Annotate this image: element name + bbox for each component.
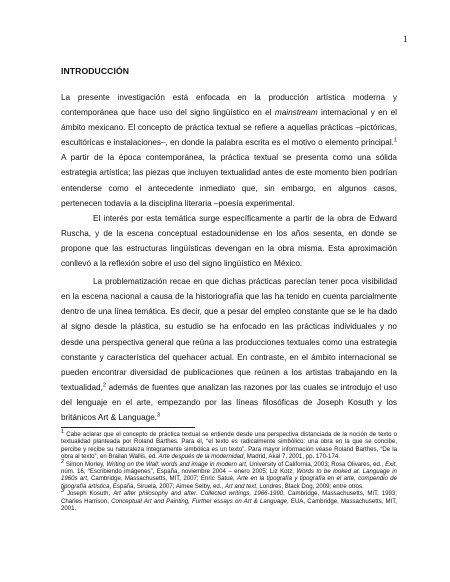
footnote-3 — [61, 490, 397, 512]
footnote-2-number: 2 — [61, 458, 65, 465]
footnote-2-title-d: Exit — [385, 460, 396, 468]
paragraph-1-text-c: internacional y en el ámbito mexicano. El concepto de práctica textual se refiere a aquellas prácticas –pictóricas, escultóricas e instalaciones–, en donde la palabra escrita es el motivo o elemento principal. — [61, 108, 397, 148]
paragraph-3 — [61, 274, 397, 425]
footnote-2-text-g: , Cambridge, Massachusetts, MIT, 2007; Enric Satué, — [87, 475, 237, 483]
footnote-ref-3[interactable]: 3 — [157, 412, 161, 419]
footnote-3-text-a: Joseph Kosuth, — [64, 490, 114, 498]
footnote-1 — [61, 428, 397, 460]
footnote-2-text-k: , Londres, Black Dog, 2009; entre otros. — [256, 482, 364, 490]
footnote-2-title-f: Words to be looked at. Language in 1960s art — [61, 467, 397, 483]
footnote-2-text-c: , University of California, 2003; Rosa Olivares, ed., — [245, 460, 386, 468]
paragraph-1 — [61, 90, 397, 211]
footnote-3-number: 3 — [61, 488, 65, 495]
footnote-3-title-d: Conceptual Art and Painting, Further essays on Art & Language — [111, 497, 288, 505]
footnote-2-text-a: Simon Morley, — [64, 460, 107, 468]
paragraph-1-text-a: La presente investigación está enfocada en la producción artística moderna y contemporánea que hace uso del signo lingüístico en el — [61, 93, 397, 118]
section-heading: INTRODUCCIÓN — [61, 66, 130, 76]
footnote-2-text-i: , España, Siruela, 2007; Aimee Selby, ed., — [109, 482, 225, 490]
footnote-ref-2[interactable]: 2 — [102, 382, 106, 389]
paragraph-3-text-a: La problematización recae en que dichas prácticas parecían tener poca visibilidad en la escena nacional a causa de la historiografía que las ha tenido en cuenta parcialmente dentro de una línea temática. Es decir, que a pesar del empleo constante que se le ha dado al signo desde la plástica, su estudio se ha enfocado en las prácticas individuales y no desde una perspectiva general que reúna a las producciones textuales como una estrategia constante y característica del quehacer actual. En contraste, en el ámbito internacional se pueden encontrar diversidad de publicaciones que reúnen a los artistas trabajando en la textualidad, — [61, 277, 397, 392]
footnote-3-text-c: , Cambridge, Massachusetts, MIT, 1993; Charles Harrison, — [61, 490, 397, 505]
footnote-2-title-h: Arte en la tipografía y tipografía en el arte, compendio de tipografía artística — [61, 475, 397, 490]
footnote-3-text-e: , EUA, Cambridge, Massachusetts, MIT, 2001. — [61, 497, 398, 512]
footnote-ref-1[interactable]: 1 — [393, 137, 397, 144]
footnote-1-text-c: , Madrid, Akal 7, 2001, pp. 170-174. — [243, 452, 340, 460]
paragraph-1-italic-mainstream: mainstream — [274, 108, 318, 118]
page-number: 1 — [403, 34, 408, 44]
footnote-3-title-b: Art after philosophy and after. Collected writings, 1966-1990 — [113, 490, 284, 498]
body-text — [61, 90, 397, 425]
footnote-2 — [61, 458, 397, 490]
footnotes — [61, 428, 398, 513]
footnote-2-text-e: , núm. 16, “Escribiendo imágenes”, España, noviembre 2004 – enero 2005; Liz Kotz, — [61, 460, 397, 475]
footnote-divider — [61, 427, 195, 428]
paragraph-2: El interés por esta temática surge específicamente a partir de la obra de Edward Ruscha, y de la escena conceptual estadounidense en los años sesenta, en donde se propone que las estructuras lingüísticas devengan en la obra misma. Esta aproximación conllevó a la reflexión sobre el uso del signo lingüístico en México. — [61, 213, 397, 269]
footnote-2-title-j: Art and text — [224, 482, 257, 490]
footnote-1-title: Arte después de la modernidad — [158, 452, 244, 460]
paragraph-1-text-d: A partir de la época contemporánea, la práctica textual se presenta como una sólida estrategia artística; las piezas que incluyen textualidad antes de este momento bien podrían entenderse como el antecedente inmediato que, sin embargo, en algunos casos, pertenecen todavía a la disciplina literaria –poesía experimental. — [61, 153, 397, 208]
footnote-1-text-a: Cabe aclarar que el concepto de práctica textual se entiende desde una perspectiva distanciada de la noción de texto o textualidad planteada por Roland Barthes. Para él, “el texto es radicalmente simbólico: una obra en la que se concibe, percibe y recibe su naturaleza íntegramente simbólica es un texto”. Para mayor información véase Roland Barthes, “De la obra al texto”, en Brailan Wallis, ed. — [61, 431, 397, 460]
footnote-1-number: 1 — [61, 428, 65, 435]
paragraph-3-text-b: además de fuentes que analizan las razones por las cuales se introdujo el uso del lenguaje en el arte, empezando por las líneas filosóficas de Joseph Kosuth y los británicos Art & Language. — [61, 382, 397, 422]
footnote-2-title-b: Writing on the Wall: words and image in modern art — [106, 460, 246, 468]
